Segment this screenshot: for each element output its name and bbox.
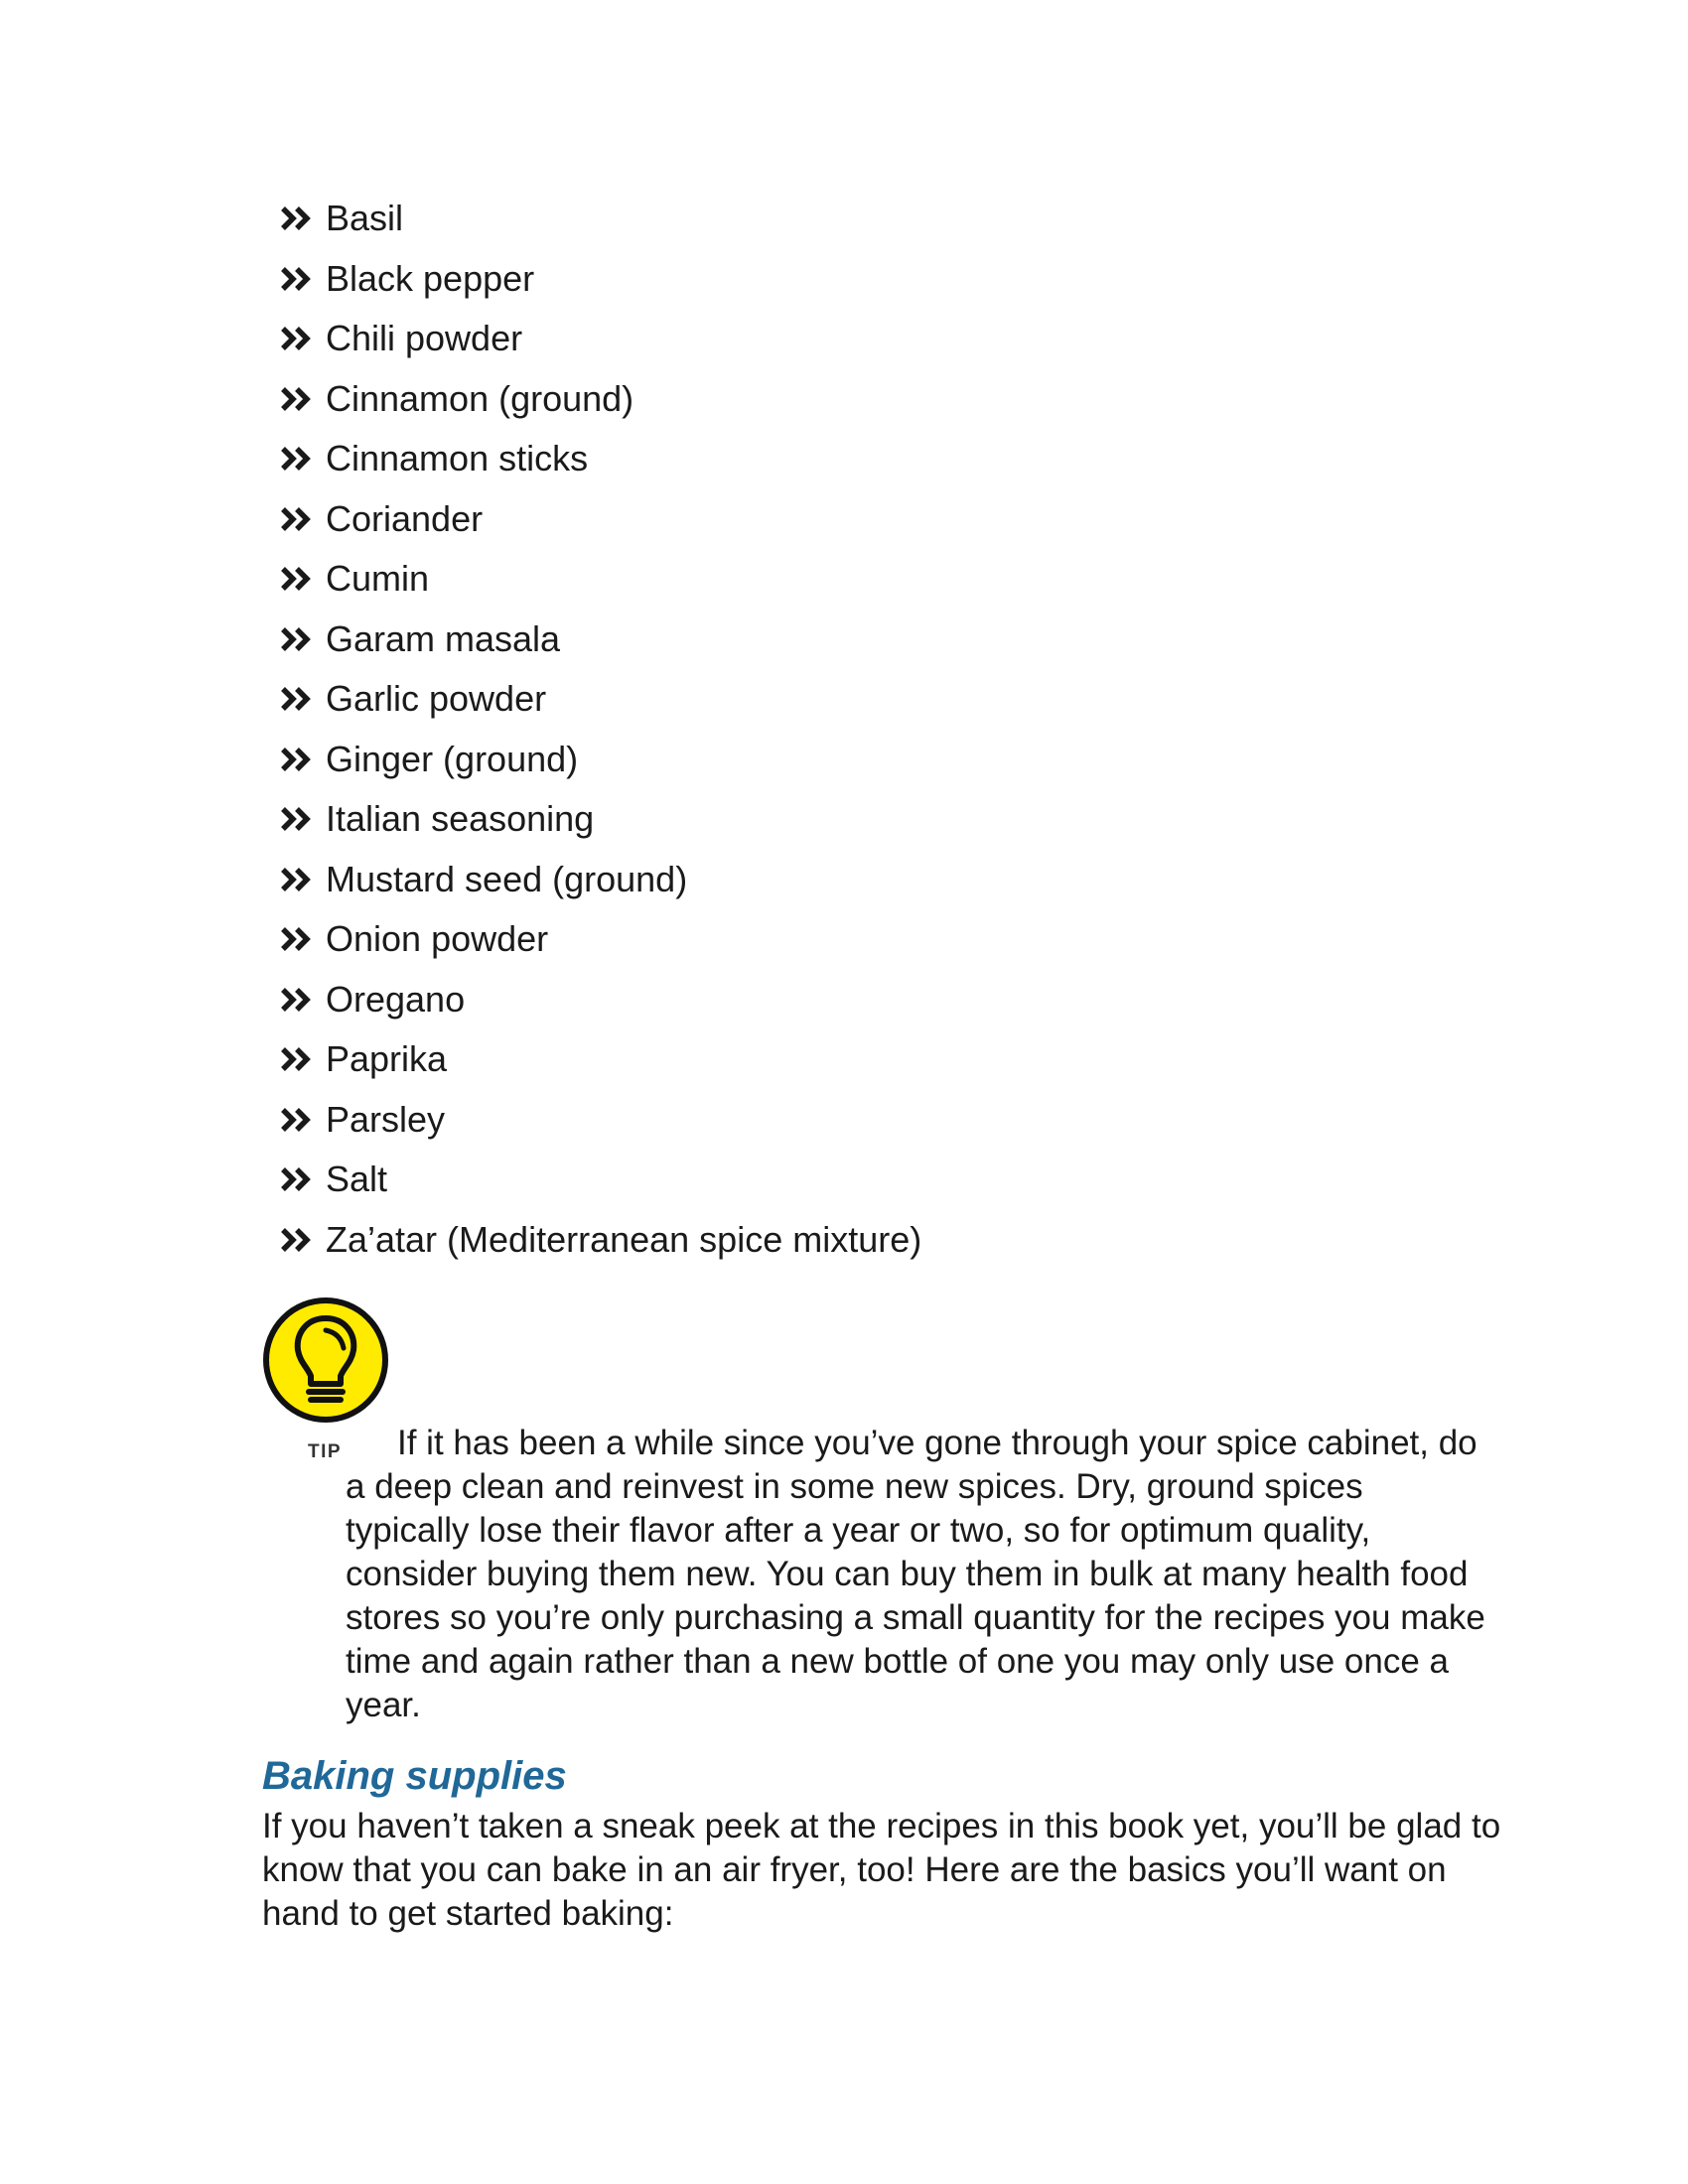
- list-item-label: Italian seasoning: [326, 798, 595, 840]
- list-item-label: Black pepper: [326, 257, 535, 299]
- list-item: [280, 970, 921, 1030]
- list-item: [280, 1210, 921, 1271]
- double-chevron-right-icon: [280, 265, 326, 293]
- list-item: [280, 730, 921, 790]
- list-item-label: Onion powder: [326, 918, 549, 960]
- list-item: [280, 369, 921, 430]
- section-heading: Baking supplies: [262, 1754, 567, 1798]
- list-item: [280, 489, 921, 550]
- double-chevron-right-icon: [280, 1226, 326, 1254]
- double-chevron-right-icon: [280, 385, 326, 413]
- list-item: [280, 1150, 921, 1210]
- list-item: [280, 909, 921, 970]
- list-item-label: Cinnamon sticks: [326, 438, 589, 479]
- list-item: [280, 610, 921, 670]
- tip-label: TIP: [308, 1441, 343, 1462]
- list-item: [280, 429, 921, 489]
- list-item-label: Chili powder: [326, 318, 523, 359]
- list-item-label: Paprika: [326, 1038, 448, 1080]
- double-chevron-right-icon: [280, 1165, 326, 1193]
- double-chevron-right-icon: [280, 746, 326, 773]
- double-chevron-right-icon: [280, 505, 326, 533]
- list-item: [280, 789, 921, 850]
- list-item: [280, 669, 921, 730]
- list-item-label: Mustard seed (ground): [326, 858, 688, 899]
- list-item-label: Cumin: [326, 558, 430, 600]
- double-chevron-right-icon: [280, 986, 326, 1014]
- list-item-label: Za’atar (Mediterranean spice mixture): [326, 1218, 922, 1260]
- list-item-label: Oregano: [326, 978, 466, 1020]
- section-intro: If you haven’t taken a sneak peek at the recipes in this book yet, you’ll be glad to know that you can bake in an air fryer, too! Here are the basics you’ll want on hand to get started baking:: [262, 1807, 1501, 1933]
- double-chevron-right-icon: [280, 805, 326, 833]
- list-item-label: Garam masala: [326, 617, 561, 659]
- double-chevron-right-icon: [280, 205, 326, 232]
- list-item-label: Ginger (ground): [326, 738, 579, 779]
- list-item-label: Parsley: [326, 1098, 446, 1140]
- double-chevron-right-icon: [280, 1106, 326, 1134]
- list-item: [280, 309, 921, 369]
- list-item-label: Salt: [326, 1159, 388, 1200]
- list-item: [280, 189, 921, 249]
- list-item-label: Garlic powder: [326, 678, 547, 720]
- double-chevron-right-icon: [280, 685, 326, 713]
- double-chevron-right-icon: [280, 325, 326, 352]
- list-item: [280, 1029, 921, 1090]
- list-item: [280, 1090, 921, 1151]
- list-item: [280, 549, 921, 610]
- double-chevron-right-icon: [280, 1045, 326, 1073]
- list-item: [280, 850, 921, 910]
- double-chevron-right-icon: [280, 625, 326, 653]
- double-chevron-right-icon: [280, 925, 326, 953]
- tip-text: If it has been a while since you’ve gone through your spice cabinet, do a deep clean and reinvest in some new spices. Dry, ground spices typically lose their flavor after a year or two, so for optimum quality, consider buying them new. You can buy them in bulk at many health food stores so you’re only purchasing a small quantity for the recipes you make time and again rather than a new bottle of one you may only use once a year.: [346, 1424, 1485, 1724]
- double-chevron-right-icon: [280, 565, 326, 593]
- list-item-label: Cinnamon (ground): [326, 377, 634, 419]
- list-item-label: Coriander: [326, 497, 484, 539]
- lightbulb-icon: [262, 1297, 389, 1424]
- list-item: [280, 249, 921, 310]
- double-chevron-right-icon: [280, 866, 326, 893]
- double-chevron-right-icon: [280, 445, 326, 473]
- list-item-label: Basil: [326, 198, 404, 239]
- spice-list: [280, 189, 921, 1270]
